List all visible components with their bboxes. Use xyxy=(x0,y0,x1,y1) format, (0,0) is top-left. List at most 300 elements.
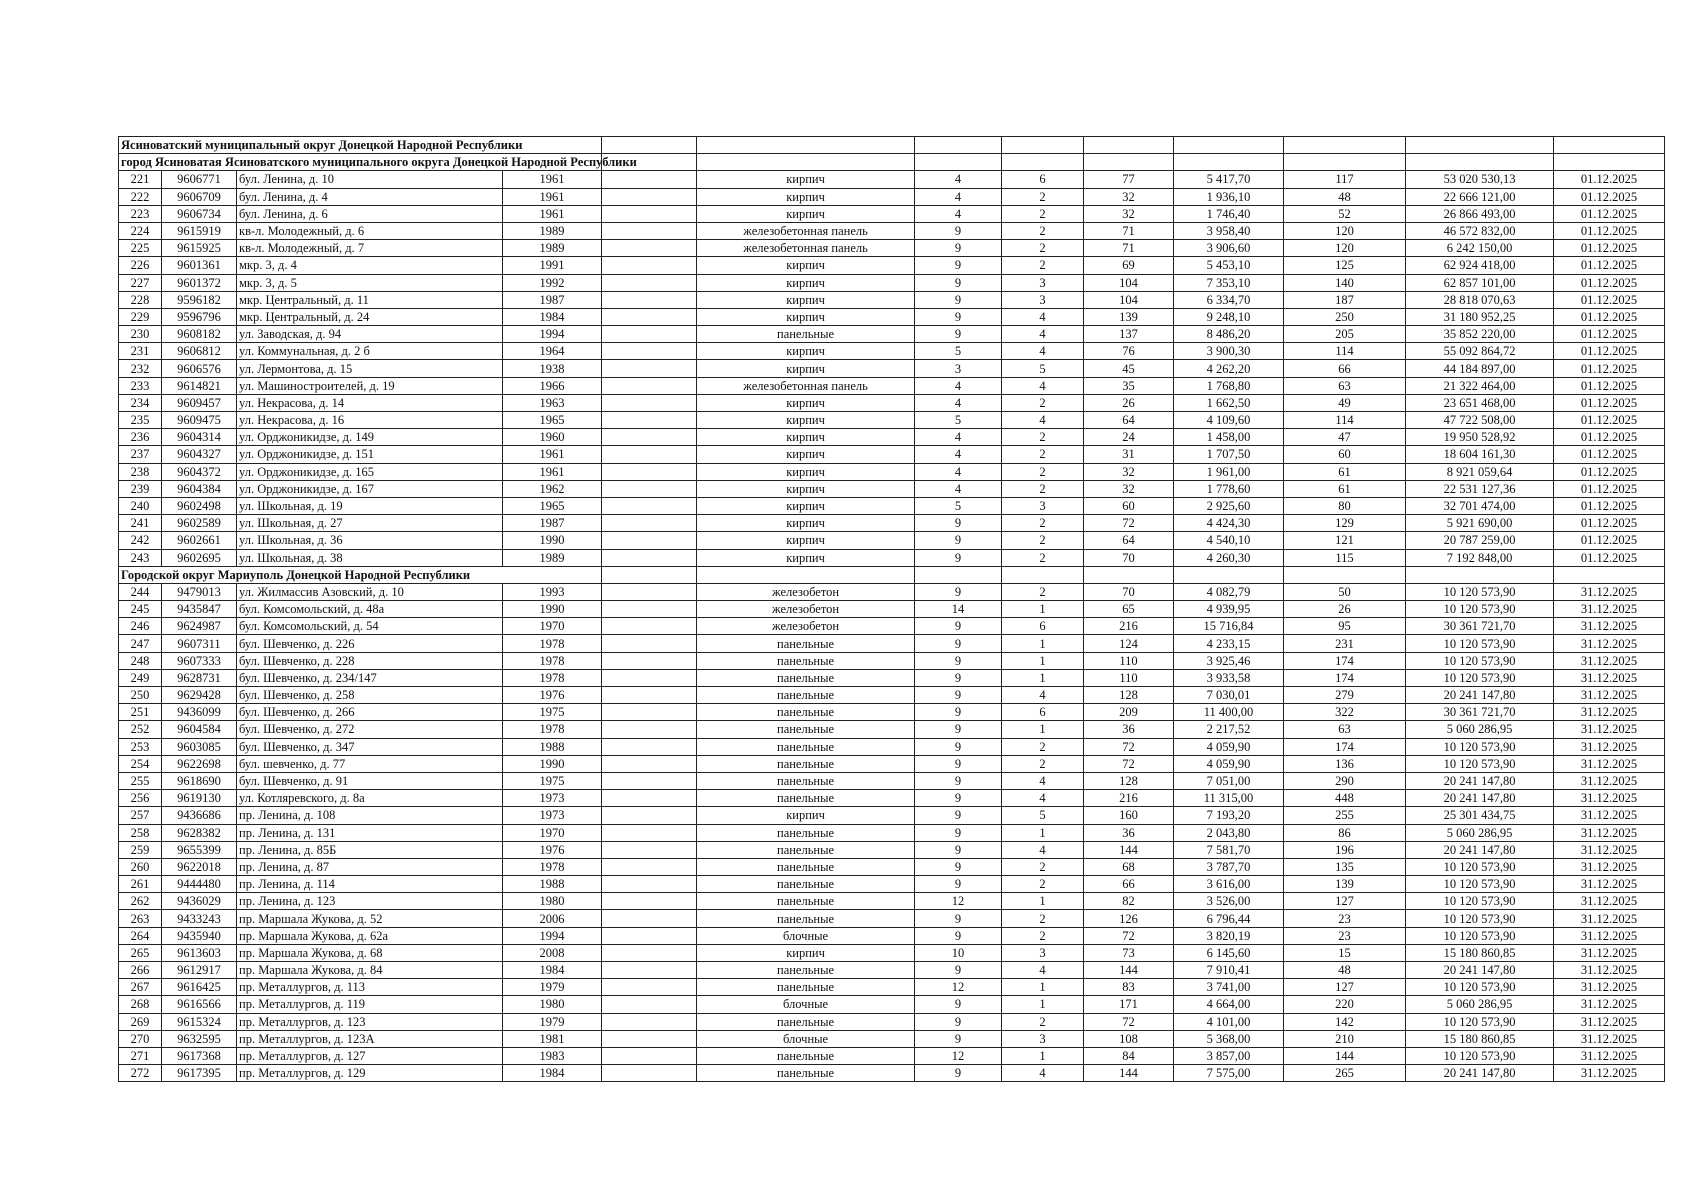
spacer-cell-cell xyxy=(602,171,697,188)
build-year-cell: 1989 xyxy=(503,549,602,566)
spacer-cell-cell xyxy=(602,652,697,669)
apartments-cell: 104 xyxy=(1084,274,1174,291)
area-cell: 7 353,10 xyxy=(1174,274,1284,291)
cost-cell: 20 241 147,80 xyxy=(1406,772,1554,789)
wall-material-cell: панельные xyxy=(697,326,915,343)
table-row xyxy=(119,687,1665,704)
spacer-cell-cell xyxy=(602,996,697,1013)
table-row xyxy=(119,532,1665,549)
apartments-cell: 45 xyxy=(1084,360,1174,377)
table-row xyxy=(119,927,1665,944)
floors-cell: 9 xyxy=(915,1065,1002,1082)
row-number-cell: 246 xyxy=(119,618,162,635)
wall-material-cell: блочные xyxy=(697,927,915,944)
residents-cell: 174 xyxy=(1284,652,1406,669)
building-id-cell: 9606576 xyxy=(162,360,237,377)
floors-cell: 9 xyxy=(915,996,1002,1013)
apartments-cell: 77 xyxy=(1084,171,1174,188)
spacer-cell-cell xyxy=(602,979,697,996)
area-cell: 4 424,30 xyxy=(1174,515,1284,532)
floors-cell: 4 xyxy=(915,480,1002,497)
cost-cell: 20 241 147,80 xyxy=(1406,687,1554,704)
building-id-cell: 9607311 xyxy=(162,635,237,652)
deadline-date-cell: 01.12.2025 xyxy=(1554,291,1665,308)
residents-cell: 86 xyxy=(1284,824,1406,841)
area-cell: 6 796,44 xyxy=(1174,910,1284,927)
table-row xyxy=(119,738,1665,755)
building-id-cell: 9614821 xyxy=(162,377,237,394)
residents-cell: 231 xyxy=(1284,635,1406,652)
row-number-cell: 236 xyxy=(119,429,162,446)
residents-cell: 220 xyxy=(1284,996,1406,1013)
row-number-cell: 264 xyxy=(119,927,162,944)
residents-cell: 15 xyxy=(1284,944,1406,961)
row-number-cell: 227 xyxy=(119,274,162,291)
build-year-cell: 1994 xyxy=(503,927,602,944)
row-number-cell: 260 xyxy=(119,858,162,875)
address-cell: бул. Шевченко, д. 91 xyxy=(237,772,503,789)
building-id-cell: 9601372 xyxy=(162,274,237,291)
building-id-cell: 9622018 xyxy=(162,858,237,875)
table-row xyxy=(119,188,1665,205)
residents-cell: 120 xyxy=(1284,222,1406,239)
deadline-date-cell: 01.12.2025 xyxy=(1554,257,1665,274)
area-cell: 4 262,20 xyxy=(1174,360,1284,377)
wall-material-cell: железобетонная панель xyxy=(697,377,915,394)
area-cell: 1 961,00 xyxy=(1174,463,1284,480)
housing-registry-table xyxy=(118,136,1665,1082)
entrances-cell: 2 xyxy=(1002,755,1084,772)
building-id-cell: 9619130 xyxy=(162,790,237,807)
floors-cell: 9 xyxy=(915,824,1002,841)
row-number-cell: 230 xyxy=(119,326,162,343)
spacer-cell-cell xyxy=(602,1030,697,1047)
entrances-cell: 4 xyxy=(1002,841,1084,858)
floors-cell: 9 xyxy=(915,652,1002,669)
cost-cell: 10 120 573,90 xyxy=(1406,1047,1554,1064)
build-year-cell: 1975 xyxy=(503,704,602,721)
address-cell: бул. Шевченко, д. 266 xyxy=(237,704,503,721)
area-cell: 4 540,10 xyxy=(1174,532,1284,549)
floors-cell: 9 xyxy=(915,721,1002,738)
address-cell: пр. Ленина, д. 108 xyxy=(237,807,503,824)
floors-cell: 9 xyxy=(915,669,1002,686)
entrances-cell: 1 xyxy=(1002,979,1084,996)
residents-cell: 48 xyxy=(1284,962,1406,979)
area-cell: 4 664,00 xyxy=(1174,996,1284,1013)
floors-cell: 10 xyxy=(915,944,1002,961)
spacer-cell-cell xyxy=(602,1065,697,1082)
address-cell: ул. Коммунальная, д. 2 б xyxy=(237,343,503,360)
floors-cell: 9 xyxy=(915,326,1002,343)
apartments-cell: 71 xyxy=(1084,222,1174,239)
build-year-cell: 1980 xyxy=(503,996,602,1013)
table-row xyxy=(119,205,1665,222)
address-cell: бул. Комсомольский, д. 54 xyxy=(237,618,503,635)
table-row xyxy=(119,910,1665,927)
row-number-cell: 241 xyxy=(119,515,162,532)
building-id-cell: 9606734 xyxy=(162,205,237,222)
table-row xyxy=(119,807,1665,824)
entrances-cell: 4 xyxy=(1002,412,1084,429)
empty-cell xyxy=(1084,566,1174,583)
residents-cell: 61 xyxy=(1284,463,1406,480)
address-cell: пр. Маршала Жукова, д. 84 xyxy=(237,962,503,979)
spacer-cell-cell xyxy=(602,257,697,274)
floors-cell: 4 xyxy=(915,463,1002,480)
address-cell: пр. Металлургов, д. 127 xyxy=(237,1047,503,1064)
residents-cell: 47 xyxy=(1284,429,1406,446)
area-cell: 5 417,70 xyxy=(1174,171,1284,188)
row-number-cell: 244 xyxy=(119,583,162,600)
floors-cell: 4 xyxy=(915,205,1002,222)
area-cell: 1 936,10 xyxy=(1174,188,1284,205)
entrances-cell: 5 xyxy=(1002,360,1084,377)
deadline-date-cell: 01.12.2025 xyxy=(1554,463,1665,480)
cost-cell: 10 120 573,90 xyxy=(1406,979,1554,996)
cost-cell: 18 604 161,30 xyxy=(1406,446,1554,463)
spacer-cell-cell xyxy=(602,669,697,686)
cost-cell: 10 120 573,90 xyxy=(1406,755,1554,772)
cost-cell: 10 120 573,90 xyxy=(1406,583,1554,600)
table-row xyxy=(119,583,1665,600)
deadline-date-cell: 31.12.2025 xyxy=(1554,721,1665,738)
floors-cell: 9 xyxy=(915,532,1002,549)
cost-cell: 15 180 860,85 xyxy=(1406,1030,1554,1047)
deadline-date-cell: 31.12.2025 xyxy=(1554,755,1665,772)
spacer-cell-cell xyxy=(602,1013,697,1030)
apartments-cell: 128 xyxy=(1084,687,1174,704)
empty-cell xyxy=(1284,154,1406,171)
residents-cell: 117 xyxy=(1284,171,1406,188)
cost-cell: 7 192 848,00 xyxy=(1406,549,1554,566)
wall-material-cell: кирпич xyxy=(697,463,915,480)
deadline-date-cell: 01.12.2025 xyxy=(1554,188,1665,205)
apartments-cell: 82 xyxy=(1084,893,1174,910)
address-cell: ул. Некрасова, д. 14 xyxy=(237,394,503,411)
entrances-cell: 5 xyxy=(1002,807,1084,824)
cost-cell: 10 120 573,90 xyxy=(1406,876,1554,893)
residents-cell: 140 xyxy=(1284,274,1406,291)
address-cell: мкр. 3, д. 5 xyxy=(237,274,503,291)
wall-material-cell: кирпич xyxy=(697,429,915,446)
build-year-cell: 1970 xyxy=(503,824,602,841)
build-year-cell: 1988 xyxy=(503,876,602,893)
apartments-cell: 139 xyxy=(1084,308,1174,325)
building-id-cell: 9436029 xyxy=(162,893,237,910)
building-id-cell: 9601361 xyxy=(162,257,237,274)
spacer-cell-cell xyxy=(602,962,697,979)
entrances-cell: 2 xyxy=(1002,858,1084,875)
address-cell: бул. Шевченко, д. 226 xyxy=(237,635,503,652)
apartments-cell: 35 xyxy=(1084,377,1174,394)
entrances-cell: 3 xyxy=(1002,944,1084,961)
table-row xyxy=(119,824,1665,841)
wall-material-cell: кирпич xyxy=(697,291,915,308)
spacer-cell-cell xyxy=(602,721,697,738)
deadline-date-cell: 31.12.2025 xyxy=(1554,601,1665,618)
row-number-cell: 256 xyxy=(119,790,162,807)
residents-cell: 63 xyxy=(1284,377,1406,394)
table-row xyxy=(119,446,1665,463)
address-cell: ул. Лермонтова, д. 15 xyxy=(237,360,503,377)
area-cell: 4 059,90 xyxy=(1174,738,1284,755)
empty-cell xyxy=(1406,137,1554,154)
building-id-cell: 9602661 xyxy=(162,532,237,549)
table-row xyxy=(119,308,1665,325)
table-row xyxy=(119,171,1665,188)
cost-cell: 25 301 434,75 xyxy=(1406,807,1554,824)
wall-material-cell: кирпич xyxy=(697,257,915,274)
spacer-cell-cell xyxy=(602,738,697,755)
floors-cell: 9 xyxy=(915,549,1002,566)
building-id-cell: 9622698 xyxy=(162,755,237,772)
row-number-cell: 232 xyxy=(119,360,162,377)
apartments-cell: 65 xyxy=(1084,601,1174,618)
spacer-cell-cell xyxy=(602,394,697,411)
spacer-cell-cell xyxy=(602,824,697,841)
table-row xyxy=(119,377,1665,394)
address-cell: пр. Металлургов, д. 119 xyxy=(237,996,503,1013)
spacer-cell-cell xyxy=(602,944,697,961)
area-cell: 3 857,00 xyxy=(1174,1047,1284,1064)
row-number-cell: 259 xyxy=(119,841,162,858)
cost-cell: 44 184 897,00 xyxy=(1406,360,1554,377)
cost-cell: 23 651 468,00 xyxy=(1406,394,1554,411)
entrances-cell: 2 xyxy=(1002,240,1084,257)
wall-material-cell: кирпич xyxy=(697,549,915,566)
floors-cell: 12 xyxy=(915,979,1002,996)
deadline-date-cell: 01.12.2025 xyxy=(1554,515,1665,532)
build-year-cell: 2006 xyxy=(503,910,602,927)
build-year-cell: 1978 xyxy=(503,721,602,738)
apartments-cell: 66 xyxy=(1084,876,1174,893)
section-header-title: Городской округ Мариуполь Донецкой Народной Республики xyxy=(119,566,602,583)
apartments-cell: 72 xyxy=(1084,1013,1174,1030)
residents-cell: 49 xyxy=(1284,394,1406,411)
deadline-date-cell: 01.12.2025 xyxy=(1554,205,1665,222)
table-row xyxy=(119,962,1665,979)
table-body xyxy=(119,137,1665,1082)
building-id-cell: 9433243 xyxy=(162,910,237,927)
entrances-cell: 2 xyxy=(1002,583,1084,600)
floors-cell: 3 xyxy=(915,360,1002,377)
wall-material-cell: панельные xyxy=(697,772,915,789)
floors-cell: 5 xyxy=(915,497,1002,514)
wall-material-cell: панельные xyxy=(697,635,915,652)
wall-material-cell: кирпич xyxy=(697,515,915,532)
table-row xyxy=(119,240,1665,257)
area-cell: 1 662,50 xyxy=(1174,394,1284,411)
build-year-cell: 1984 xyxy=(503,962,602,979)
entrances-cell: 3 xyxy=(1002,291,1084,308)
cost-cell: 30 361 721,70 xyxy=(1406,618,1554,635)
empty-cell xyxy=(602,566,697,583)
building-id-cell: 9436099 xyxy=(162,704,237,721)
apartments-cell: 72 xyxy=(1084,515,1174,532)
row-number-cell: 267 xyxy=(119,979,162,996)
entrances-cell: 6 xyxy=(1002,704,1084,721)
residents-cell: 322 xyxy=(1284,704,1406,721)
address-cell: ул. Орджоникидзе, д. 149 xyxy=(237,429,503,446)
building-id-cell: 9628731 xyxy=(162,669,237,686)
building-id-cell: 9617395 xyxy=(162,1065,237,1082)
entrances-cell: 2 xyxy=(1002,738,1084,755)
table-row xyxy=(119,394,1665,411)
entrances-cell: 6 xyxy=(1002,171,1084,188)
apartments-cell: 32 xyxy=(1084,188,1174,205)
deadline-date-cell: 31.12.2025 xyxy=(1554,772,1665,789)
wall-material-cell: панельные xyxy=(697,962,915,979)
entrances-cell: 1 xyxy=(1002,601,1084,618)
deadline-date-cell: 31.12.2025 xyxy=(1554,790,1665,807)
area-cell: 4 059,90 xyxy=(1174,755,1284,772)
table-row xyxy=(119,257,1665,274)
address-cell: пр. Металлургов, д. 129 xyxy=(237,1065,503,1082)
table-row xyxy=(119,618,1665,635)
table-row xyxy=(119,274,1665,291)
deadline-date-cell: 31.12.2025 xyxy=(1554,583,1665,600)
residents-cell: 139 xyxy=(1284,876,1406,893)
table-row xyxy=(119,979,1665,996)
build-year-cell: 1976 xyxy=(503,841,602,858)
address-cell: бул. Шевченко, д. 258 xyxy=(237,687,503,704)
area-cell: 1 458,00 xyxy=(1174,429,1284,446)
spacer-cell-cell xyxy=(602,876,697,893)
spacer-cell-cell xyxy=(602,377,697,394)
address-cell: пр. Ленина, д. 123 xyxy=(237,893,503,910)
area-cell: 7 030,01 xyxy=(1174,687,1284,704)
deadline-date-cell: 01.12.2025 xyxy=(1554,171,1665,188)
empty-cell xyxy=(1002,154,1084,171)
building-id-cell: 9616425 xyxy=(162,979,237,996)
entrances-cell: 4 xyxy=(1002,1065,1084,1082)
spacer-cell-cell xyxy=(602,927,697,944)
row-number-cell: 242 xyxy=(119,532,162,549)
residents-cell: 114 xyxy=(1284,343,1406,360)
residents-cell: 174 xyxy=(1284,669,1406,686)
area-cell: 3 741,00 xyxy=(1174,979,1284,996)
build-year-cell: 1993 xyxy=(503,583,602,600)
building-id-cell: 9615925 xyxy=(162,240,237,257)
apartments-cell: 31 xyxy=(1084,446,1174,463)
apartments-cell: 32 xyxy=(1084,480,1174,497)
table-row xyxy=(119,412,1665,429)
area-cell: 3 526,00 xyxy=(1174,893,1284,910)
entrances-cell: 2 xyxy=(1002,910,1084,927)
spacer-cell-cell xyxy=(602,755,697,772)
floors-cell: 9 xyxy=(915,635,1002,652)
row-number-cell: 247 xyxy=(119,635,162,652)
residents-cell: 50 xyxy=(1284,583,1406,600)
floors-cell: 9 xyxy=(915,738,1002,755)
build-year-cell: 1988 xyxy=(503,738,602,755)
table-row xyxy=(119,343,1665,360)
floors-cell: 9 xyxy=(915,291,1002,308)
row-number-cell: 266 xyxy=(119,962,162,979)
build-year-cell: 1990 xyxy=(503,532,602,549)
apartments-cell: 110 xyxy=(1084,652,1174,669)
apartments-cell: 64 xyxy=(1084,412,1174,429)
floors-cell: 9 xyxy=(915,240,1002,257)
area-cell: 3 820,19 xyxy=(1174,927,1284,944)
area-cell: 3 906,60 xyxy=(1174,240,1284,257)
deadline-date-cell: 31.12.2025 xyxy=(1554,910,1665,927)
building-id-cell: 9609457 xyxy=(162,394,237,411)
deadline-date-cell: 01.12.2025 xyxy=(1554,412,1665,429)
address-cell: мкр. 3, д. 4 xyxy=(237,257,503,274)
area-cell: 3 900,30 xyxy=(1174,343,1284,360)
cost-cell: 30 361 721,70 xyxy=(1406,704,1554,721)
address-cell: кв-л. Молодежный, д. 6 xyxy=(237,222,503,239)
entrances-cell: 2 xyxy=(1002,446,1084,463)
wall-material-cell: панельные xyxy=(697,790,915,807)
residents-cell: 279 xyxy=(1284,687,1406,704)
apartments-cell: 104 xyxy=(1084,291,1174,308)
area-cell: 15 716,84 xyxy=(1174,618,1284,635)
wall-material-cell: кирпич xyxy=(697,497,915,514)
build-year-cell: 1979 xyxy=(503,979,602,996)
area-cell: 7 193,20 xyxy=(1174,807,1284,824)
cost-cell: 10 120 573,90 xyxy=(1406,927,1554,944)
residents-cell: 125 xyxy=(1284,257,1406,274)
table-row xyxy=(119,480,1665,497)
build-year-cell: 1984 xyxy=(503,308,602,325)
empty-cell xyxy=(915,137,1002,154)
empty-cell xyxy=(697,154,915,171)
table-row xyxy=(119,790,1665,807)
entrances-cell: 4 xyxy=(1002,962,1084,979)
address-cell: пр. Маршала Жукова, д. 68 xyxy=(237,944,503,961)
building-id-cell: 9596182 xyxy=(162,291,237,308)
residents-cell: 127 xyxy=(1284,893,1406,910)
wall-material-cell: железобетон xyxy=(697,618,915,635)
address-cell: кв-л. Молодежный, д. 7 xyxy=(237,240,503,257)
floors-cell: 9 xyxy=(915,962,1002,979)
table-row xyxy=(119,669,1665,686)
deadline-date-cell: 01.12.2025 xyxy=(1554,222,1665,239)
building-id-cell: 9616566 xyxy=(162,996,237,1013)
entrances-cell: 4 xyxy=(1002,377,1084,394)
floors-cell: 9 xyxy=(915,790,1002,807)
empty-cell xyxy=(1406,566,1554,583)
area-cell: 3 933,58 xyxy=(1174,669,1284,686)
row-number-cell: 239 xyxy=(119,480,162,497)
wall-material-cell: панельные xyxy=(697,979,915,996)
deadline-date-cell: 01.12.2025 xyxy=(1554,549,1665,566)
deadline-date-cell: 31.12.2025 xyxy=(1554,652,1665,669)
wall-material-cell: панельные xyxy=(697,687,915,704)
building-id-cell: 9602695 xyxy=(162,549,237,566)
address-cell: бул. Ленина, д. 6 xyxy=(237,205,503,222)
row-number-cell: 224 xyxy=(119,222,162,239)
deadline-date-cell: 01.12.2025 xyxy=(1554,274,1665,291)
build-year-cell: 1960 xyxy=(503,429,602,446)
residents-cell: 290 xyxy=(1284,772,1406,789)
building-id-cell: 9603085 xyxy=(162,738,237,755)
entrances-cell: 2 xyxy=(1002,394,1084,411)
subsection-header-title: город Ясиноватая Ясиноватского муниципального округа Донецкой Народной Республики xyxy=(119,154,602,171)
address-cell: мкр. Центральный, д. 24 xyxy=(237,308,503,325)
row-number-cell: 229 xyxy=(119,308,162,325)
building-id-cell: 9444480 xyxy=(162,876,237,893)
empty-cell xyxy=(602,137,697,154)
floors-cell: 9 xyxy=(915,807,1002,824)
row-number-cell: 263 xyxy=(119,910,162,927)
residents-cell: 120 xyxy=(1284,240,1406,257)
table-row xyxy=(119,360,1665,377)
residents-cell: 95 xyxy=(1284,618,1406,635)
